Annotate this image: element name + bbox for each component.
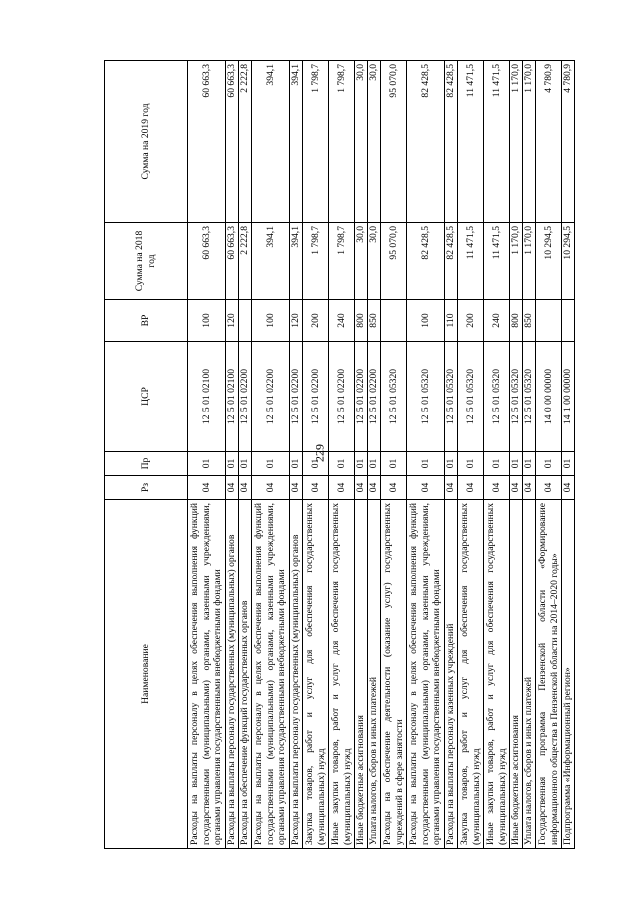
table-row [407,61,445,849]
row-name: Расходы на выплаты персоналу государственных (муниципальных) органов [290,500,303,849]
row-vr [381,300,407,342]
row-pr: 01 [252,452,290,476]
table-body [188,61,575,849]
row-sum-2018: 11 471,5 [484,223,510,300]
table-row [329,61,355,849]
row-vr [562,300,575,342]
table-row [226,61,239,849]
table-row [252,61,290,849]
row-csr: 12 5 01 05320 [458,342,484,452]
row-name: Расходы на выплаты персоналу в целях обеспечения выполнения функций государственными (муниципальными) органами, казенными учреждениями, органами управления государственными внебюджетными фондами [188,500,226,849]
row-pr: 01 [523,452,536,476]
row-vr: 110 [445,300,458,342]
table-row [562,61,575,849]
row-sum-2018: 82 428,5 [445,223,458,300]
row-pr: 01 [510,452,523,476]
header-name: Наименование [105,500,188,849]
row-sum-2018: 1 798,7 [329,223,355,300]
row-pr: 01 [381,452,407,476]
row-name: Иные бюджетные ассигнования [510,500,523,849]
row-vr: 800 [355,300,368,342]
row-sum-2019: 1 798,7 [329,61,355,223]
row-csr: 14 0 00 00000 [536,342,562,452]
row-sum-2018: 394,1 [290,223,303,300]
row-vr: 850 [368,300,381,342]
row-csr: 12 5 01 02200 [252,342,290,452]
row-name: Расходы на обеспечение функций государственных органов [239,500,252,849]
row-sum-2019: 4 780,9 [562,61,575,223]
row-sum-2019: 60 663,3 [188,61,226,223]
row-rz: 04 [510,476,523,500]
row-name: Иные закупки товаров, работ и услуг для обеспечения государственных (муниципальных) нужд [484,500,510,849]
row-sum-2018: 60 663,3 [226,223,239,300]
row-sum-2018: 1 170,0 [510,223,523,300]
row-pr: 01 [355,452,368,476]
row-name: Расходы на обеспечение деятельности (оказание услуг) государственных учреждений в сфере занятости [381,500,407,849]
table-row [355,61,368,849]
row-csr: 12 5 01 02200 [239,342,252,452]
row-rz: 04 [407,476,445,500]
row-sum-2019: 30,0 [355,61,368,223]
row-sum-2019: 11 471,5 [458,61,484,223]
row-vr: 850 [523,300,536,342]
row-name: Подпрограмма «Информационный регион» [562,500,575,849]
table-row [381,61,407,849]
table-row [458,61,484,849]
row-csr: 12 5 01 02200 [303,342,329,452]
row-vr: 200 [303,300,329,342]
row-csr: 12 5 01 05320 [523,342,536,452]
table-row [510,61,523,849]
row-rz: 04 [329,476,355,500]
row-sum-2018: 95 070,0 [381,223,407,300]
row-rz: 04 [484,476,510,500]
header-vr: ВР [105,300,188,342]
row-csr: 12 5 01 02200 [355,342,368,452]
table-row [445,61,458,849]
row-vr: 100 [252,300,290,342]
row-sum-2019: 82 428,5 [407,61,445,223]
row-rz: 04 [252,476,290,500]
row-csr: 12 5 01 02100 [226,342,239,452]
row-name: Уплата налогов, сборов и иных платежей [368,500,381,849]
row-pr: 01 [239,452,252,476]
row-rz: 04 [290,476,303,500]
row-vr [239,300,252,342]
row-vr: 120 [290,300,303,342]
row-rz: 04 [368,476,381,500]
row-sum-2019: 2 222,8 [239,61,252,223]
row-csr: 12 5 01 05320 [510,342,523,452]
row-sum-2018: 394,1 [252,223,290,300]
row-name: Уплата налогов, сборов и иных платежей [523,500,536,849]
row-vr: 800 [510,300,523,342]
row-csr: 12 5 01 02200 [290,342,303,452]
row-csr: 12 5 01 05320 [484,342,510,452]
row-sum-2019: 11 471,5 [484,61,510,223]
table-row [188,61,226,849]
row-csr: 12 5 01 02200 [368,342,381,452]
row-rz: 04 [239,476,252,500]
budget-table [104,60,575,849]
row-rz: 04 [381,476,407,500]
row-sum-2018: 10 294,5 [562,223,575,300]
row-rz: 04 [562,476,575,500]
row-sum-2018: 60 663,3 [188,223,226,300]
table-row [368,61,381,849]
row-sum-2019: 82 428,5 [445,61,458,223]
row-rz: 04 [536,476,562,500]
table-row [239,61,252,849]
row-rz: 04 [523,476,536,500]
row-pr: 01 [536,452,562,476]
row-name: Расходы на выплаты персоналу казенных учреждений [445,500,458,849]
header-pr: Пр [105,452,188,476]
header-rz: Рз [105,476,188,500]
row-sum-2018: 1 798,7 [303,223,329,300]
header-csr: ЦСР [105,342,188,452]
row-pr: 01 [329,452,355,476]
row-rz: 04 [303,476,329,500]
row-pr: 01 [188,452,226,476]
row-name: Расходы на выплаты персоналу в целях обеспечения выполнения функций государственными (муниципальными) органами, казенными учреждениями, органами управления государственными внебюджетными фондами [252,500,290,849]
row-sum-2019: 1 170,0 [510,61,523,223]
header-sum-2019: Сумма на 2019 год [105,61,188,223]
row-csr: 12 5 01 05320 [381,342,407,452]
row-sum-2019: 394,1 [252,61,290,223]
row-vr: 200 [458,300,484,342]
row-sum-2018: 11 471,5 [458,223,484,300]
row-sum-2018: 2 222,8 [239,223,252,300]
table-header-row [105,61,188,849]
row-sum-2019: 30,0 [368,61,381,223]
row-sum-2019: 4 780,9 [536,61,562,223]
row-sum-2019: 394,1 [290,61,303,223]
row-csr: 12 5 01 02100 [188,342,226,452]
row-name: Закупка товаров, работ и услуг для обеспечения государственных (муниципальных) нужд [303,500,329,849]
row-sum-2019: 1 170,0 [523,61,536,223]
row-sum-2018: 30,0 [368,223,381,300]
row-name: Иные бюджетные ассигнования [355,500,368,849]
header-sum-2018: Сумма на 2018 год [105,223,188,300]
row-vr [536,300,562,342]
row-sum-2019: 60 663,3 [226,61,239,223]
row-sum-2018: 82 428,5 [407,223,445,300]
row-pr: 01 [445,452,458,476]
row-name: Иные закупки товаров, работ и услуг для обеспечения государственных (муниципальных) нужд [329,500,355,849]
row-pr: 01 [562,452,575,476]
row-rz: 04 [458,476,484,500]
row-name: Расходы на выплаты персоналу государственных (муниципальных) органов [226,500,239,849]
row-pr: 01 [226,452,239,476]
row-vr: 100 [407,300,445,342]
row-csr: 14 1 00 00000 [562,342,575,452]
row-vr: 120 [226,300,239,342]
table-row [303,61,329,849]
row-vr: 240 [484,300,510,342]
row-sum-2019: 95 070,0 [381,61,407,223]
row-pr: 01 [290,452,303,476]
row-rz: 04 [226,476,239,500]
row-rz: 04 [355,476,368,500]
row-name: Закупка товаров, работ и услуг для обеспечения государственных (муниципальных) нужд [458,500,484,849]
row-name: Расходы на выплаты персоналу в целях обеспечения выполнения функций государственными (муниципальными) органами, казенными учреждениями, органами управления государственными внебюджетными фондами [407,500,445,849]
row-sum-2018: 1 170,0 [523,223,536,300]
row-sum-2019: 1 798,7 [303,61,329,223]
row-sum-2018: 10 294,5 [536,223,562,300]
row-pr: 01 [368,452,381,476]
row-pr: 01 [303,452,329,476]
row-csr: 12 5 01 05320 [407,342,445,452]
row-csr: 12 5 01 05320 [445,342,458,452]
rotated-table-container [104,61,574,849]
table-row [536,61,562,849]
row-pr: 01 [484,452,510,476]
row-pr: 01 [407,452,445,476]
page-number: 229 [312,443,327,462]
row-name: Государственная программа Пензенской области «Формирование информационного общества в Пензенской области на 2014–2020 годы» [536,500,562,849]
row-vr: 100 [188,300,226,342]
row-vr: 240 [329,300,355,342]
row-rz: 04 [188,476,226,500]
row-csr: 12 5 01 02200 [329,342,355,452]
table-row [523,61,536,849]
row-rz: 04 [445,476,458,500]
table-row [290,61,303,849]
table-row [484,61,510,849]
row-sum-2018: 30,0 [355,223,368,300]
row-pr: 01 [458,452,484,476]
